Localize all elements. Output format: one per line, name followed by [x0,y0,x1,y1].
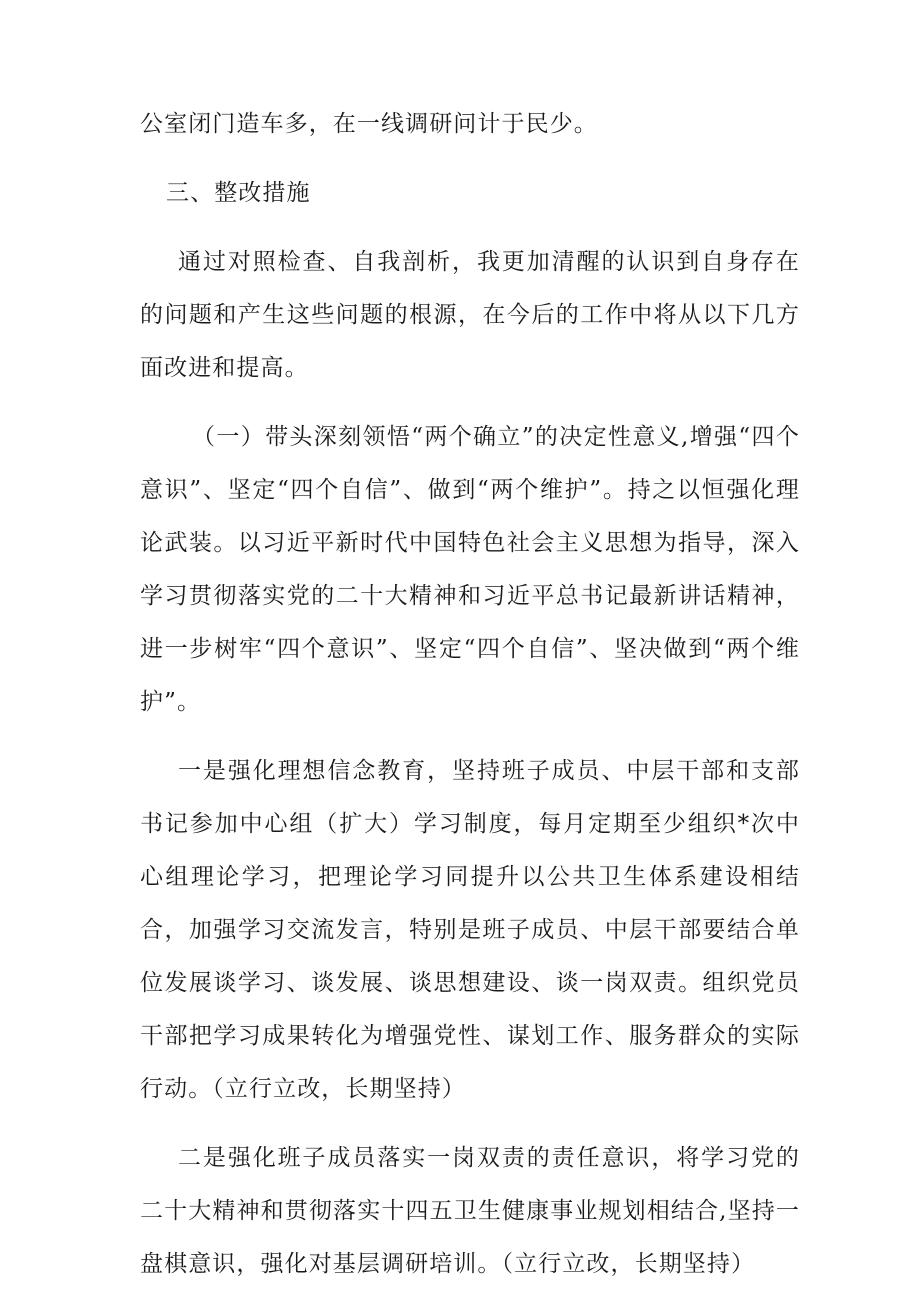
paragraph-item-1: 一是强化理想信念教育，坚持班子成员、中层干部和支部书记参加中心组（扩大）学习制度，每月定期至少组织*次中心组理论学习，把理论学习同提升以公共卫生体系建设相结合，加强学习交流发言，特别是班子成员、中层干部要结合单位发展谈学习、谈发展、谈思想建设、谈一岗双责。组织党员干部把学习成果转化为增强党性、谋划工作、服务群众的实际行动。（立行立改，长期坚持） [140,758,800,1102]
paragraph-intro: 通过对照检查、自我剖析，我更加清醒的认识到自身存在的问题和产生这些问题的根源，在今后的工作中将从以下几方面改进和提高。 [140,249,800,381]
paragraph-item-2: 二是强化班子成员落实一岗双责的责任意识，将学习党的二十大精神和贯彻落实十四五卫生健康事业规划相结合,坚持一盘棋意识，强化对基层调研培训。（立行立改，长期坚持） [140,1145,800,1277]
section-heading: 三、整改措施 [166,180,311,206]
paragraph-subsection-1: （一）带头深刻领悟“两个确立”的决定性意义,增强“四个意识”、坚定“四个自信”、做到“两个维护”。持之以恒强化理论武装。以习近平新时代中国特色社会主义思想为指导，深入学习贯彻落实党的二十大精神和习近平总书记最新讲话精神，进一步树牢“四个意识”、坚定“四个自信”、坚决做到“两个维护”。 [140,424,800,715]
paragraph-continuation: 公室闭门造车多，在一线调研问计于民少。 [140,111,598,137]
document-body [140,98,800,1307]
